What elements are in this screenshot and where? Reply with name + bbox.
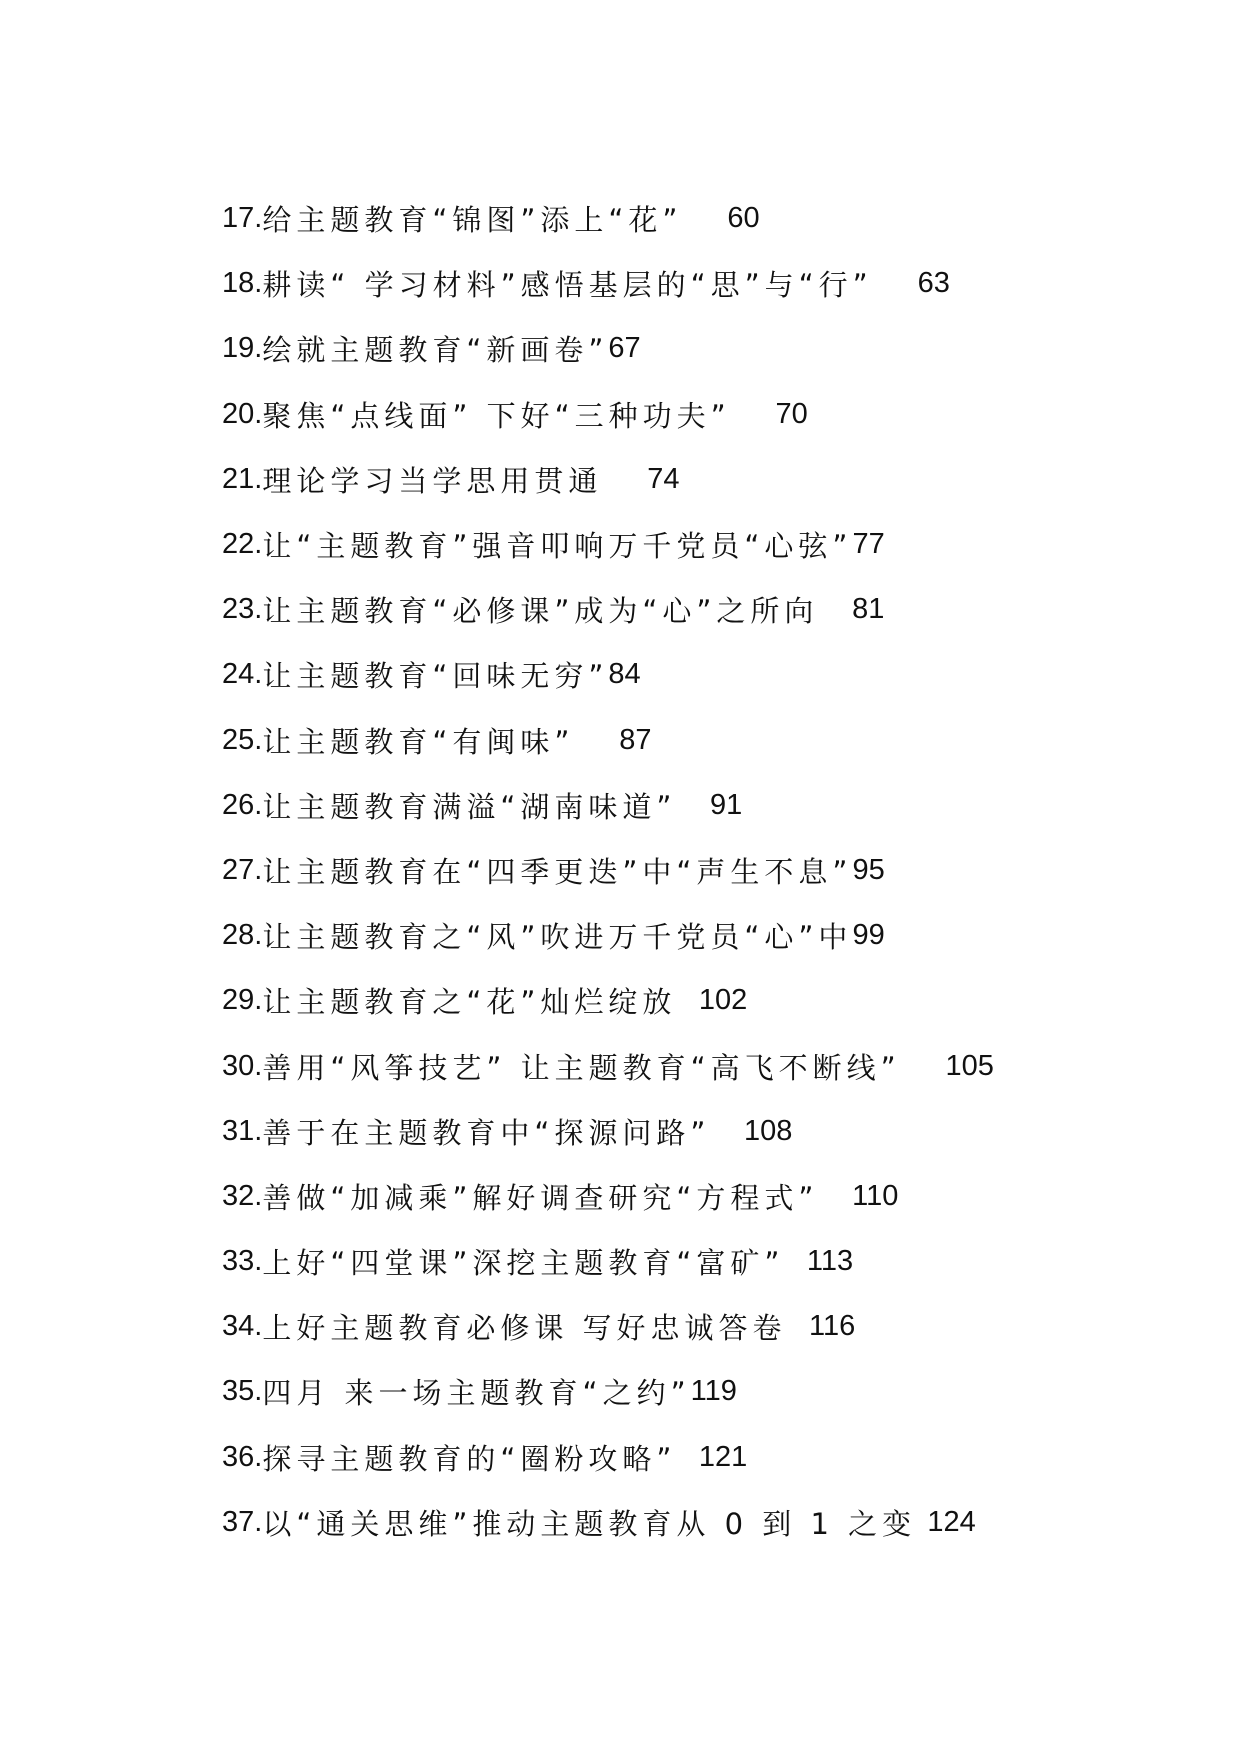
entry-number: 21. [222, 462, 263, 495]
entry-number: 36. [222, 1440, 263, 1473]
toc-entry [222, 773, 1122, 838]
entry-page-number: 60 [727, 202, 760, 235]
entry-gap [602, 462, 647, 496]
entry-page-number: 67 [608, 332, 641, 365]
toc-entry [222, 1033, 1122, 1098]
entry-gap [676, 984, 698, 1018]
entry-page-number: 110 [852, 1179, 899, 1212]
entry-title: 让主题教育“有闽味” [262, 724, 575, 759]
entry-number: 25. [222, 723, 263, 756]
entry-gap [787, 1310, 809, 1344]
toc-entry [222, 1294, 1122, 1359]
entry-page-number: 99 [852, 919, 885, 952]
toc-entry [222, 642, 1122, 707]
toc-entry [222, 1099, 1122, 1164]
entry-number: 24. [222, 658, 263, 691]
entry-title: 上好主题教育必修课 写好忠诚答卷 [262, 1311, 787, 1346]
toc-entry [222, 838, 1122, 903]
entry-title: 让主题教育在“四季更迭”中“声生不息” [262, 854, 853, 889]
entry-number: 29. [222, 984, 263, 1017]
entry-page-number: 113 [806, 1245, 854, 1278]
toc-entry [222, 968, 1122, 1033]
entry-gap [676, 1440, 698, 1474]
entry-title: 聚焦“点线面” 下好“三种功夫” [262, 398, 731, 433]
entry-number: 31. [222, 1114, 263, 1147]
entry-number: 27. [222, 853, 263, 886]
entry-number: 20. [222, 397, 263, 430]
entry-title: 探寻主题教育的“圈粉攻略” [262, 1441, 677, 1476]
toc-entry [222, 251, 1122, 316]
entry-number: 22. [222, 528, 263, 561]
toc-entry [222, 447, 1122, 512]
toc-entry [222, 1425, 1122, 1490]
entry-number: 30. [222, 1049, 263, 1082]
entry-number: 35. [222, 1375, 263, 1408]
entry-title: 绘就主题教育“新画卷” [262, 333, 609, 368]
entry-page-number: 116 [809, 1310, 856, 1343]
entry-number: 33. [222, 1245, 263, 1278]
toc-entry [222, 1164, 1122, 1229]
toc-entry [222, 1359, 1122, 1424]
entry-gap [710, 1114, 744, 1148]
entry-title: 让主题教育“必修课”成为“心”之所向 [262, 594, 819, 629]
entry-page-number: 87 [619, 723, 652, 756]
entry-gap [731, 397, 776, 431]
entry-page-number: 95 [852, 853, 885, 886]
entry-title: 给主题教育“锦图”添上“花” [262, 203, 683, 238]
entry-gap [574, 723, 619, 757]
toc-entry [222, 708, 1122, 773]
entry-number: 34. [222, 1310, 263, 1343]
entry-title: 善做“加减乘”解好调查研究“方程式” [262, 1180, 819, 1215]
entry-number: 26. [222, 788, 263, 821]
toc-entry [222, 577, 1122, 642]
toc-entry [222, 316, 1122, 381]
entry-title: 善用“风筝技艺” 让主题教育“高飞不断线” [262, 1050, 901, 1085]
toc-entry [222, 1229, 1122, 1294]
entry-number: 37. [222, 1505, 263, 1538]
entry-title: 理论学习当学思用贯通 [262, 463, 603, 498]
toc-entry [222, 903, 1122, 968]
toc-entry [222, 512, 1122, 577]
entry-gap [818, 593, 852, 627]
entry-page-number: 74 [647, 462, 680, 495]
entry-page-number: 121 [698, 1440, 748, 1473]
entry-title: 上好“四堂课”深挖主题教育“富矿” [262, 1246, 785, 1281]
entry-gap [676, 788, 710, 822]
entry-page-number: 63 [917, 267, 950, 300]
entry-page-number: 105 [945, 1049, 994, 1082]
entry-title: 善于在主题教育中“探源问路” [262, 1115, 711, 1150]
entry-page-number: 119 [690, 1375, 737, 1408]
entry-page-number: 124 [927, 1505, 976, 1538]
toc-entry [222, 1490, 1122, 1555]
toc-entry [222, 382, 1122, 447]
table-of-contents [222, 186, 1122, 1555]
entry-number: 32. [222, 1179, 263, 1212]
entry-page-number: 81 [852, 593, 885, 626]
entry-title: 让主题教育之“风”吹进万千党员“心”中 [262, 920, 853, 955]
entry-page-number: 102 [698, 984, 748, 1017]
entry-title: 耕读“ 学习材料”感悟基层的“思”与“行” [262, 268, 873, 303]
entry-title: 让主题教育之“花”灿烂绽放 [262, 985, 677, 1020]
entry-number: 23. [222, 593, 263, 626]
entry-number: 18. [222, 267, 263, 300]
entry-title: 让主题教育“回味无穷” [262, 659, 609, 694]
entry-number: 17. [222, 202, 263, 235]
entry-page-number: 108 [744, 1114, 793, 1147]
entry-title: 让主题教育满溢“湖南味道” [262, 789, 677, 824]
entry-title: 四月 来一场主题教育“之约” [262, 1376, 691, 1411]
entry-title: 以“通关思维”推动主题教育从 0 到 1 之变 [262, 1506, 917, 1541]
entry-gap [682, 202, 727, 236]
entry-gap [901, 1049, 946, 1083]
entry-number: 19. [222, 332, 263, 365]
entry-gap [873, 267, 918, 301]
entry-page-number: 91 [710, 788, 743, 821]
entry-gap [916, 1505, 927, 1539]
entry-gap [818, 1179, 852, 1213]
entry-gap [784, 1245, 806, 1279]
entry-page-number: 84 [608, 658, 641, 691]
entry-page-number: 77 [852, 528, 885, 561]
entry-page-number: 70 [775, 397, 808, 430]
entry-title: 让“主题教育”强音叩响万千党员“心弦” [262, 529, 853, 564]
entry-number: 28. [222, 919, 263, 952]
toc-entry [222, 186, 1122, 251]
